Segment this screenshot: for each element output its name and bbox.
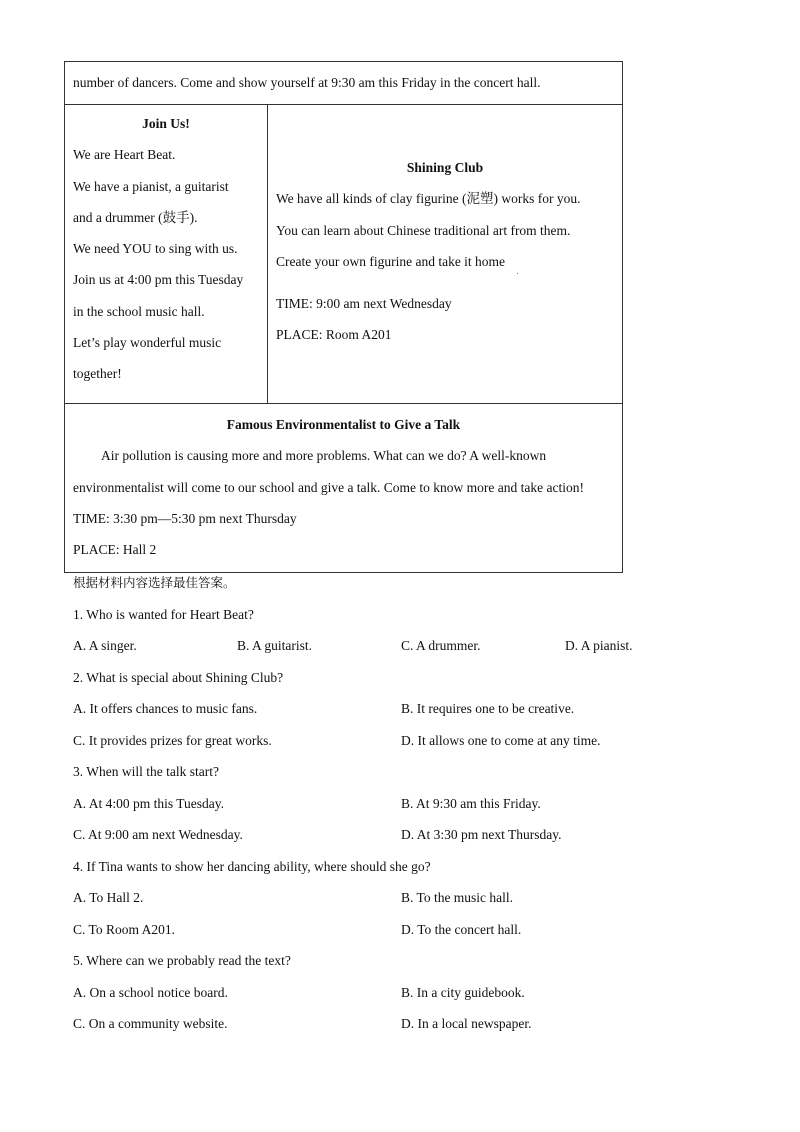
options-row — [73, 1008, 773, 1040]
option-b: B. It requires one to be creative. — [401, 701, 575, 716]
heart-beat-line: and a drummer (鼓手). — [73, 209, 198, 225]
option-a: A. It offers chances to music fans. — [73, 701, 258, 716]
option-a: A. At 4:00 pm this Tuesday. — [73, 795, 225, 811]
option-d: D. To the concert hall. — [401, 921, 522, 937]
heart-beat-line: We have a pianist, a guitarist — [73, 178, 229, 194]
heart-beat-ad — [65, 105, 268, 404]
instruction: 根据材料内容选择最佳答案。 — [73, 575, 236, 590]
heart-beat-line: We are Heart Beat. — [73, 147, 176, 163]
options-row — [73, 693, 773, 725]
options-row — [73, 788, 773, 820]
option-c: C. To Room A201. — [73, 921, 175, 937]
option-d: D. At 3:30 pm next Thursday. — [401, 827, 562, 842]
option-c: C. On a community website. — [73, 1016, 228, 1031]
heart-beat-line: We need YOU to sing with us. — [73, 241, 238, 257]
option-c: C. A drummer. — [401, 638, 481, 653]
talk-time: TIME: 3:30 pm—5:30 pm next Thursday — [73, 510, 297, 526]
option-b: B. To the music hall. — [401, 890, 514, 905]
shining-club-line: We have all kinds of clay figurine (泥塑) works for you. — [276, 191, 581, 207]
option-a: A. On a school notice board. — [73, 984, 228, 1000]
shining-club-place: PLACE: Room A201 — [276, 327, 392, 343]
option-c: C. It provides prizes for great works. — [73, 732, 272, 748]
shining-club-line: You can learn about Chinese traditional art from them. — [276, 222, 571, 238]
heart-beat-title: Join Us! — [142, 116, 190, 131]
question-stem: 2. What is special about Shining Club? — [73, 669, 284, 685]
stray-dot — [517, 273, 518, 274]
options-row — [73, 725, 773, 757]
option-a: A. To Hall 2. — [73, 890, 144, 905]
options-row — [73, 630, 773, 662]
talk-notice — [65, 404, 623, 573]
question-stem: 3. When will the talk start? — [73, 764, 219, 779]
option-d: D. It allows one to come at any time. — [401, 732, 601, 748]
option-b: B. At 9:30 am this Friday. — [401, 795, 541, 811]
options-row — [73, 882, 773, 914]
options-row — [73, 914, 773, 946]
question-stem: 1. Who is wanted for Heart Beat? — [73, 606, 254, 622]
questions-section — [73, 567, 773, 1040]
question-stem: 5. Where can we probably read the text? — [73, 953, 291, 968]
options-row — [73, 977, 773, 1009]
dance-notice-cell — [65, 62, 623, 105]
option-b: B. A guitarist. — [237, 638, 313, 653]
question-stem: 4. If Tina wants to show her dancing ability, where should she go? — [73, 858, 431, 874]
shining-club-time: TIME: 9:00 am next Wednesday — [276, 296, 452, 312]
heart-beat-line: Let’s play wonderful music — [73, 335, 222, 351]
heart-beat-line: Join us at 4:00 pm this Tuesday — [73, 272, 244, 288]
shining-club-ad — [268, 105, 623, 404]
talk-place: PLACE: Hall 2 — [73, 542, 157, 558]
option-d: D. In a local newspaper. — [401, 1016, 532, 1031]
talk-line: Air pollution is causing more and more problems. What can we do? A well-known — [101, 448, 547, 464]
heart-beat-line: together! — [73, 366, 122, 382]
talk-title: Famous Environmentalist to Give a Talk — [226, 417, 461, 432]
shining-club-line: Create your own figurine and take it home — [276, 253, 506, 269]
heart-beat-line: in the school music hall. — [73, 303, 205, 319]
talk-line: environmentalist will come to our school and give a talk. Come to know more and take action! — [73, 479, 584, 495]
option-d: D. A pianist. — [565, 638, 633, 653]
notice-table — [64, 61, 623, 573]
option-a: A. A singer. — [73, 638, 137, 653]
option-c: C. At 9:00 am next Wednesday. — [73, 827, 243, 842]
dance-notice-text: number of dancers. Come and show yourself at 9:30 am this Friday in the concert hall. — [73, 75, 541, 90]
options-row — [73, 819, 773, 851]
option-b: B. In a city guidebook. — [401, 984, 525, 1000]
shining-club-title: Shining Club — [406, 160, 484, 175]
